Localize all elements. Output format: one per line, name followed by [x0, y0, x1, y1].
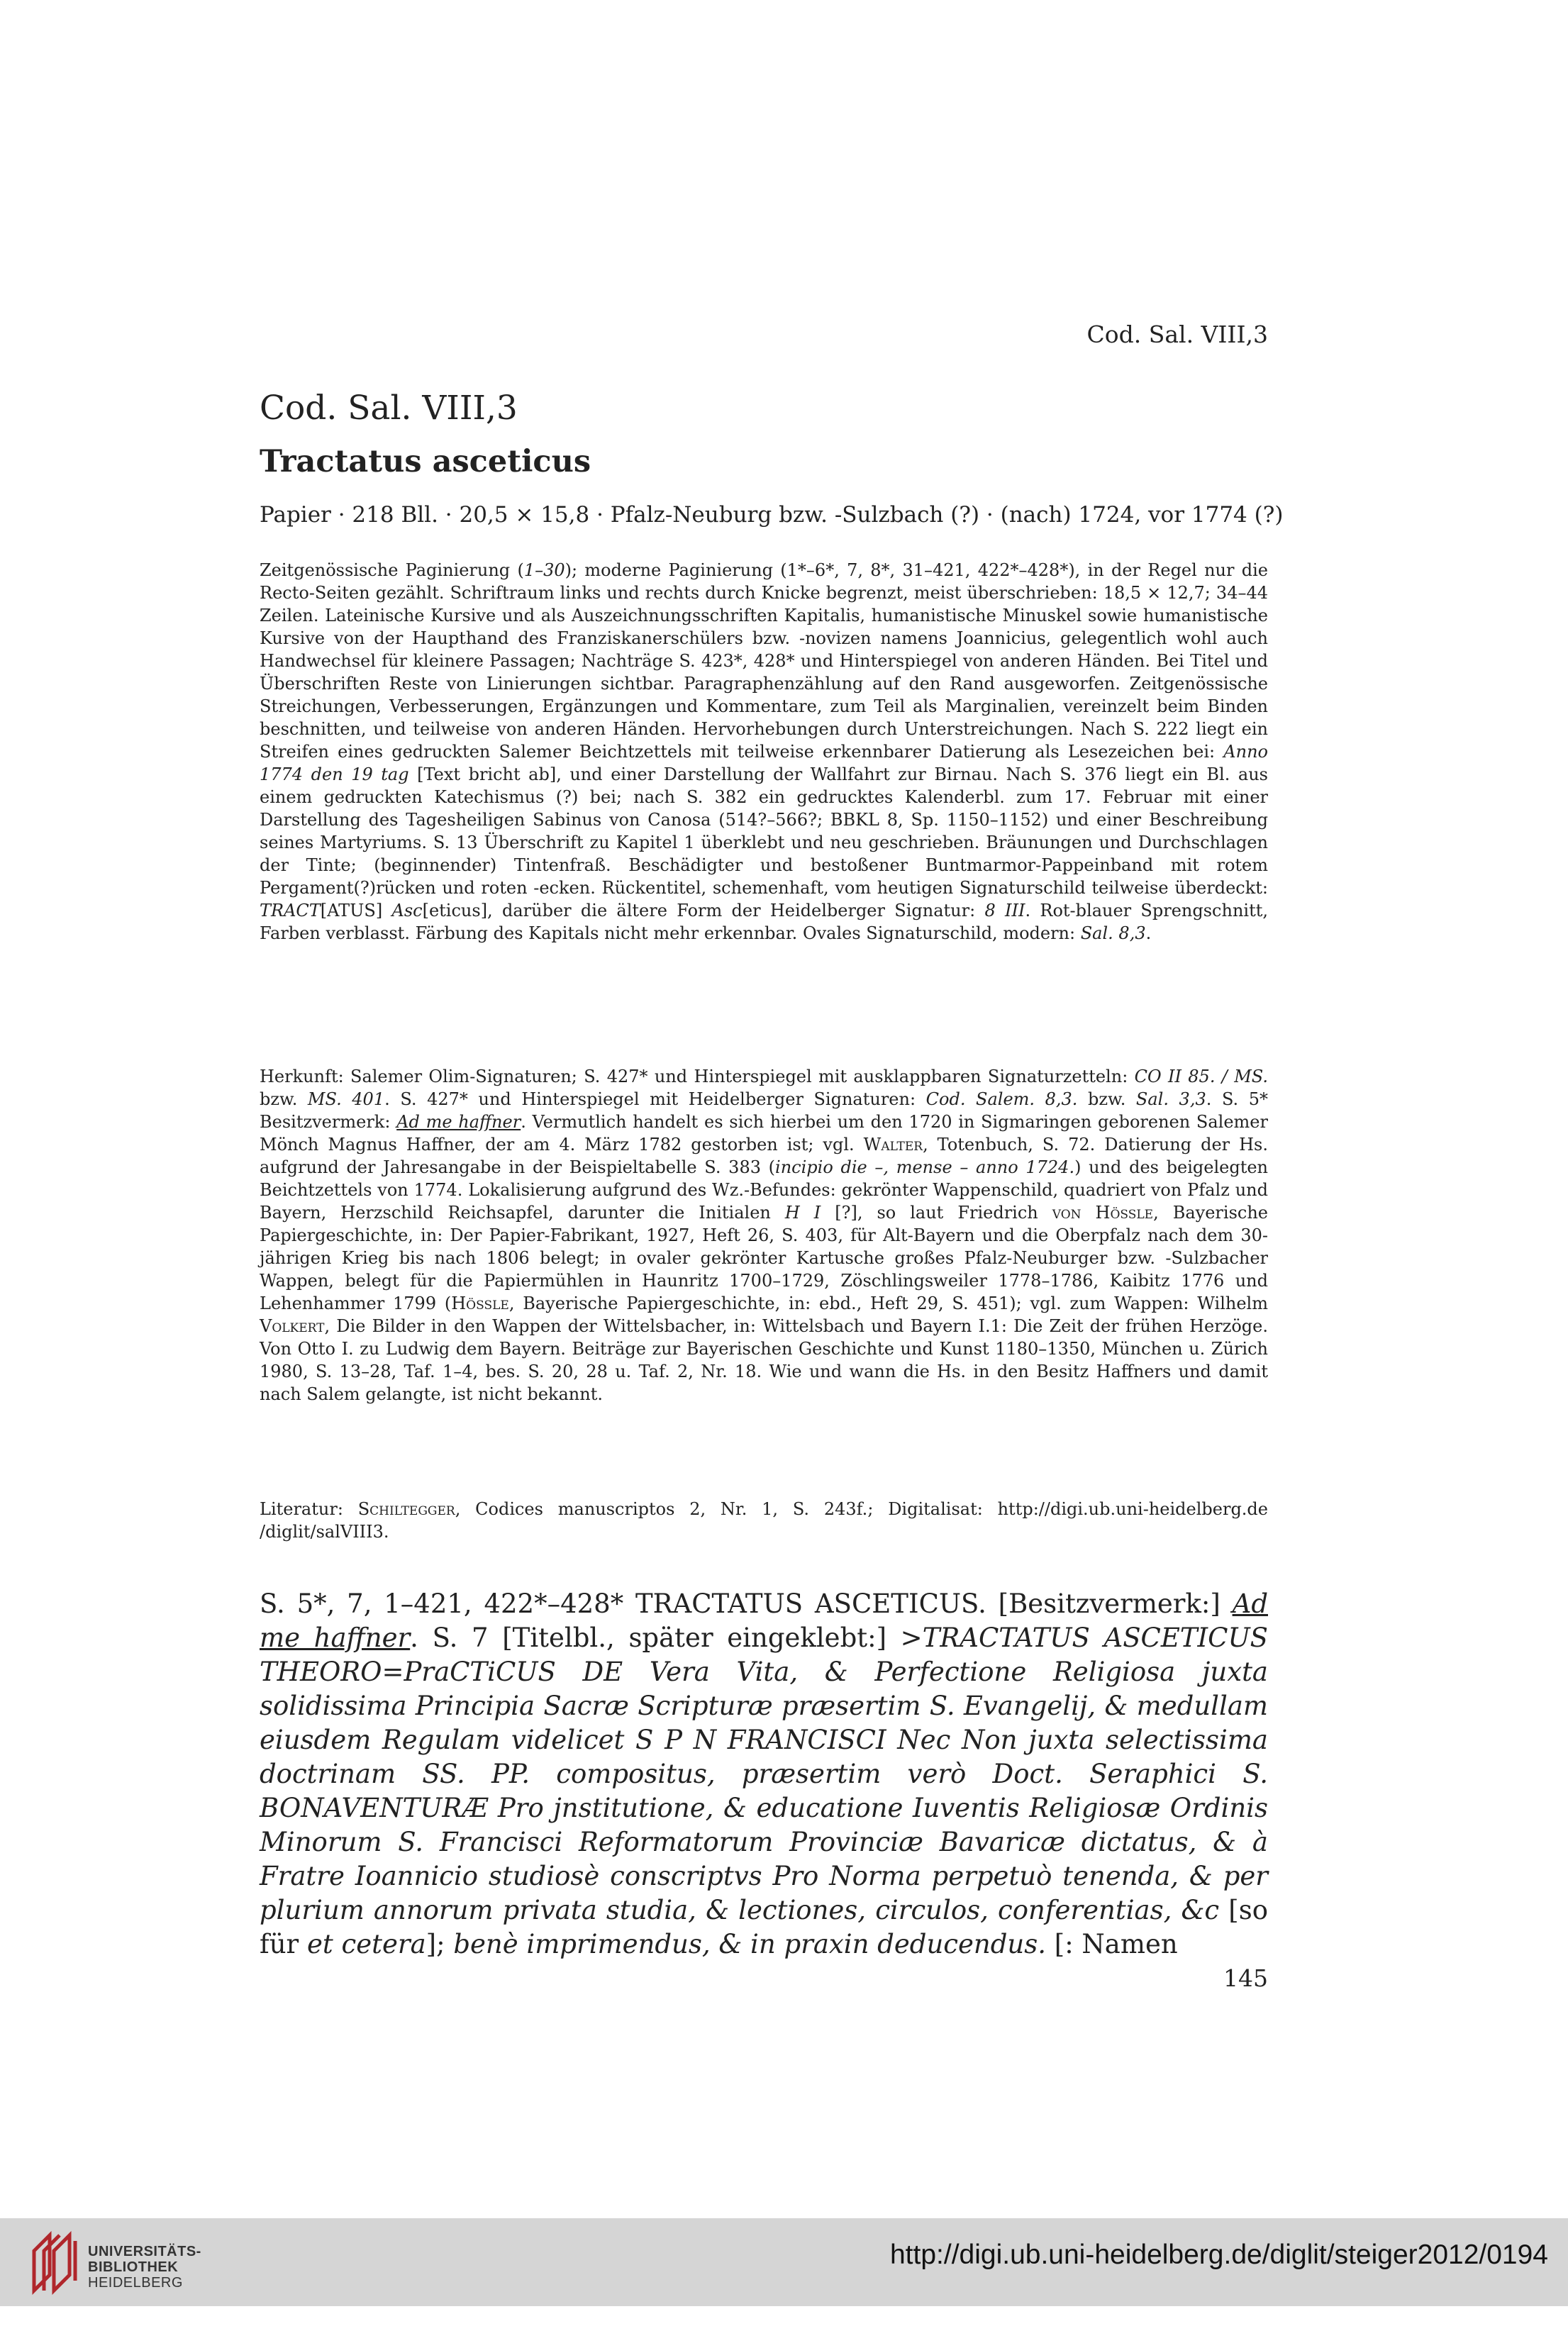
library-logo-icon — [28, 2231, 79, 2295]
text-run: [Text bricht ab], und einer Darstellung der Wallfahrt zur Birnau. Nach S. 376 liegt ein Bl. aus einem gedruckten Katechismus (?) bei; nach S. 382 ein gedrucktes Kalenderbl. zum 17. Februar mit einer Darstellung des Tagesheiligen Sabinus von Canosa (514?–566?; BBKL 8, Sp. 1150–1152) und einer Beschreibung seines Martyriums. S. 13 Überschrift zu Kapitel 1 überklebt und neu geschrieben. Bräunungen und Durchschlagen der Tinte; (beginnender) Tintenfraß. Beschädigter und bestoßener Buntmarmor-Pappeinband mit rotem Pergament(?)rücken und roten -ecken. Rückentitel, schemenhaft, vom heutigen Signaturschild teilweise überdeckt: — [260, 764, 1268, 898]
text-run: . Vermutlich handelt es sich hierbei um den 1720 in Sigmaringen geborenen Salemer Mönch Magnus Haffner, der am 4. März 1782 gestorben ist; vgl. — [260, 1112, 1268, 1155]
italic-run: benè imprimendus, & in praxin deducendus. — [453, 1929, 1046, 1959]
italic-run: incipio die –, mense – anno 1724. — [775, 1157, 1075, 1177]
text-run: . S. 5* Besitzvermerk: — [260, 1089, 1269, 1132]
text-run: Zeitgenössische Paginierung ( — [260, 560, 524, 580]
text-run: ]; — [426, 1929, 454, 1959]
literature-paragraph — [260, 1498, 1268, 1543]
smallcaps-run: Hössle — [451, 1294, 509, 1313]
contents-entry — [260, 1587, 1268, 1962]
text-run: [so für — [260, 1895, 1268, 1959]
italic-run: 8 III — [984, 901, 1025, 920]
text-run: [?], so laut Friedrich — [821, 1203, 1052, 1223]
smallcaps-run: Volkert — [260, 1316, 325, 1336]
text-run: , Bayerische Papiergeschichte, in: Der Papier-Fabrikant, 1927, Heft 26, S. 403, für Alt-Bayern und die Oberpfalz nach dem 30-jährigen Krieg bis nach 1806 belegt; in ovaler gekrönter Kartusche großes Pfalz-Neuburger bzw. -Sulzbacher Wappen, belegt für die Papiermühlen in Haunritz 1700–1729, Zöschlingsweiler 1778–1786, Kaibitz 1776 und Lehenhammer 1799 ( — [260, 1203, 1268, 1313]
text-run: [eticus], darüber die ältere Form der Heidelberger Signatur: — [422, 901, 985, 920]
summary-line: Papier · 218 Bll. · 20,5 × 15,8 · Pfalz-Neuburg bzw. -Sulzbach (?) · (nach) 1724, vor 1774 (?) — [260, 502, 1284, 528]
text-run: , Totenbuch, S. 72. Datierung der Hs. aufgrund der Jahresangabe in der Beispieltabelle S. 383 ( — [260, 1135, 1268, 1177]
running-head: Cod. Sal. VIII,3 — [1086, 321, 1268, 348]
text-run: S. 5*, 7, 1–421, 422*–428* TRACTATUS ASCETICUS. [Besitzvermerk:] — [260, 1589, 1233, 1619]
text-run: ) und des beigelegten Beichtzettels von 1774. Lokalisierung aufgrund des Wz.-Befundes: gekrönter Wappenschild, quadriert von Pfalz und Bayern, Herzschild Reichsapfel, darunter die Initialen — [260, 1157, 1269, 1223]
italic-run: MS. 401 — [307, 1089, 385, 1109]
footer-bar — [0, 2218, 1568, 2306]
text-run: . Rot-blauer Sprengschnitt, Farben verblasst. Färbung des Kapitals nicht mehr erkennbar. Ovales Signaturschild, modern: — [260, 901, 1268, 943]
description-paragraph — [260, 559, 1268, 945]
text-run: ); moderne Paginierung (1*–6*, 7, 8*, 31–421, 422*–428*), in der Regel nur die Recto-Seiten gezählt. Schriftraum links und rechts durch Knicke begrenzt, meist überschrieben: 18,5 × 12,7; 34–44 Zeilen. Lateinische Kursive und als Auszeichnungsschriften Kapitalis, humanistische Minuskel sowie humanistische Kursive von der Haupthand des Franziskanerschülers bzw. -novizen namens Joannicius, gelegentlich wohl auch Handwechsel für kleinere Passagen; Nachträge S. 423*, 428* und Hinterspiegel von anderen Händen. Bei Titel und Überschriften Reste von Linierungen sichtbar. Paragraphenzählung auf den Rand ausgeworfen. Zeitgenössische Streichungen, Verbesserungen, Ergänzungen und Kommentare, zum Teil als Marginalien, vereinzelt beim Binden beschnitten, und teilweise von anderen Händen. Hervorhebungen durch Unterstreichungen. Nach S. 222 liegt ein Streifen eines gedruckten Salemer Beichtzettels mit teilweise erkennbarer Datierung als Lesezeichen bei: — [260, 560, 1268, 762]
italic-run: Anno 1774 den 19 tag — [260, 742, 1268, 784]
text-run: , Bayerische Papiergeschichte, in: ebd., Heft 29, S. 451); vgl. zum Wappen: Wilhelm — [508, 1294, 1268, 1313]
italic-run: Asc — [391, 901, 423, 920]
text-run: bzw. — [1077, 1089, 1136, 1109]
page-title: Tractatus asceticus — [260, 444, 591, 479]
smallcaps-run: Schiltegger — [357, 1499, 455, 1519]
italic-run: Sal. 3,3 — [1135, 1089, 1206, 1109]
italic-run: Cod. Salem. 8,3. — [925, 1089, 1078, 1109]
underlined-italic-run: Ad me haffner — [396, 1112, 521, 1132]
italic-run: 1–30 — [523, 560, 565, 580]
text-run: . S. 427* und Hinterspiegel mit Heidelberger Signaturen: — [384, 1089, 926, 1109]
page-number: 145 — [1223, 1964, 1268, 1992]
text-run: Herkunft: Salemer Olim-Signaturen; S. 427* und Hinterspiegel mit ausklappbaren Signaturzetteln: — [260, 1067, 1135, 1086]
provenance-paragraph — [260, 1065, 1268, 1406]
italic-run: et cetera — [306, 1929, 426, 1959]
underlined-italic-run: Ad me haffner — [260, 1589, 1268, 1653]
library-name-line: UNIVERSITÄTS- — [88, 2244, 201, 2259]
text-run: [ATUS] — [320, 901, 392, 920]
italic-run: H I — [784, 1203, 821, 1223]
text-run: bzw. — [260, 1089, 308, 1109]
text-run: , Codices manuscriptos 2, Nr. 1, S. 243f.; Digitalisat: http://digi.ub.uni-heidelberg.de /diglit/salVIII3. — [260, 1499, 1268, 1542]
smallcaps-run: von Hössle — [1052, 1203, 1154, 1223]
library-name-line: BIBLIOTHEK — [88, 2259, 179, 2275]
italic-run: TRACTATUS ASCETICUS THEORO=PraCTiCUS DE Vera Vita, & Perfectione Religiosa juxta solidissima Principia Sacræ Scripturæ præsertim S. Evangelij, & medullam eiusdem Regulam videlicet S P N FRANCISCI Nec Non juxta selectissima doctrinam SS. PP. compositus, præsertim verò Doct. Seraphici S. BONAVENTURÆ Pro jnstitutione, & educatione Iuventis Religiosæ Ordinis Minorum S. Francisci Reformatorum Provinciæ Bavaricæ dictatus, & à Fratre Ioannicio studiosè conscriptvs Pro Norma perpetuò tenenda, & per plurium annorum privata studia, & lectiones, circulos, conferentias, &c — [260, 1623, 1268, 1925]
library-name-line: HEIDELBERG — [88, 2275, 183, 2291]
text-run: Literatur: — [260, 1499, 358, 1519]
text-run: , Die Bilder in den Wappen der Wittelsbacher, in: Wittelsbach und Bayern I.1: Die Zeit der frühen Herzöge. Von Otto I. zu Ludwig dem Bayern. Beiträge zur Bayerischen Geschichte und Kunst 1180–1350, München u. Zürich 1980, S. 13–28, Taf. 1–4, bes. S. 20, 28 u. Taf. 2, Nr. 18. Wie und wann die Hs. in den Besitz Haffners und damit nach Salem gelangte, ist nicht bekannt. — [260, 1316, 1268, 1404]
italic-run: TRACT — [260, 901, 321, 920]
smallcaps-run: Walter — [863, 1135, 923, 1155]
digitization-url-link[interactable]: http://digi.ub.uni-heidelberg.de/diglit/steiger2012/0194 — [889, 2240, 1548, 2270]
text-run: . S. 7 [Titelbl., später eingeklebt:] > — [410, 1623, 923, 1653]
shelfmark-heading: Cod. Sal. VIII,3 — [260, 389, 518, 428]
text-run: [: Namen — [1046, 1929, 1178, 1959]
text-run: . — [1145, 923, 1152, 943]
italic-run: Sal. 8,3 — [1080, 923, 1146, 943]
italic-run: CO II 85. / MS. — [1134, 1067, 1269, 1086]
